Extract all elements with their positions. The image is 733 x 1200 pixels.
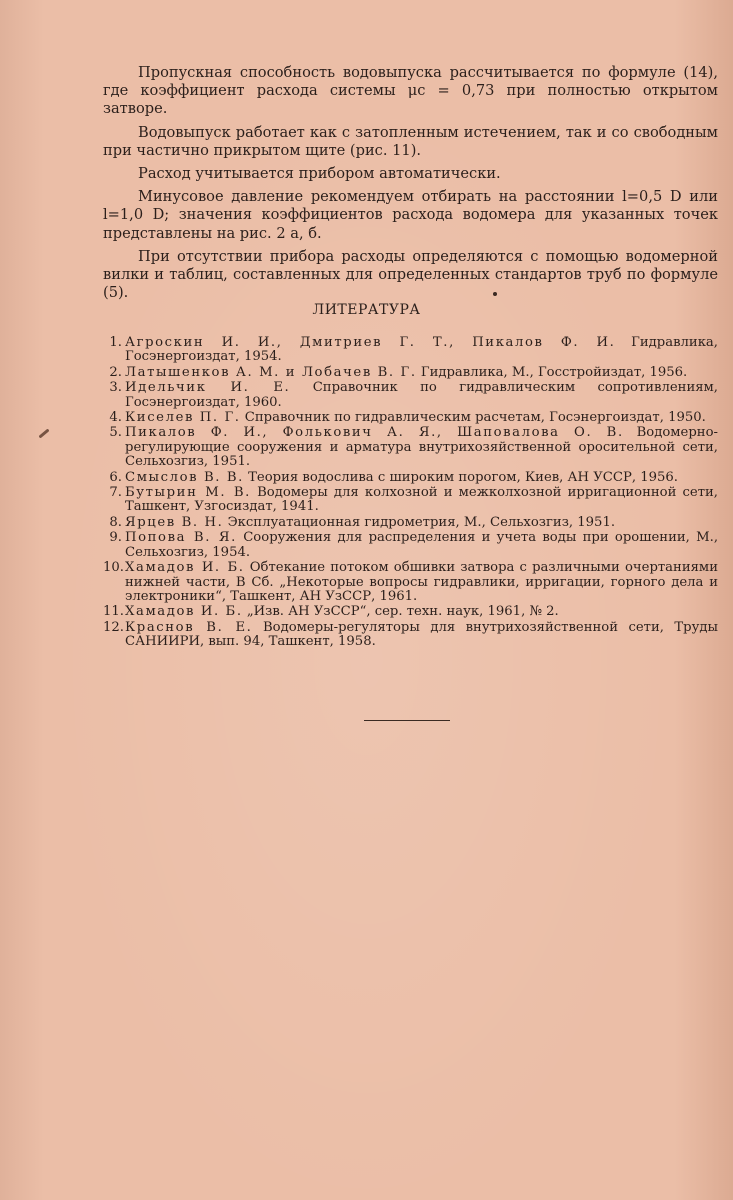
reference-number: 7. (109, 485, 122, 501)
reference-item (103, 486, 718, 515)
reference-author: Киселев П. Г. (125, 410, 241, 426)
reference-item (103, 621, 718, 650)
reference-number: 4. (109, 410, 122, 426)
reference-item (103, 381, 718, 410)
paragraph: Минусовое давление рекомендуем отбирать на расстоянии l=0,5 D или l=1,0 D; значения коэффициентов расхода водомера для указанных точек представлены на рис. 2 а, б. (103, 188, 718, 242)
reference-text: Справочник по гидравлическим расчетам, Госэнергоиздат, 1950. (244, 410, 706, 426)
reference-author: Хамадов И. Б. (125, 560, 245, 576)
reference-number: 10. (103, 560, 124, 576)
reference-text: Гидравлика, М., Госстройиздат, 1956. (420, 364, 688, 380)
reference-item (103, 471, 718, 485)
reference-item (103, 561, 718, 604)
reference-author: Краснов В. Е. (125, 619, 253, 635)
ink-dot (493, 292, 497, 296)
reference-text: Справочник по гидравлическим сопротивлениям, Госэнергоиздат, 1960. (125, 380, 719, 410)
reference-item (103, 411, 718, 425)
reference-author: Бутырин М. В. (125, 485, 251, 501)
references-heading: ЛИТЕРАТУРА (312, 302, 421, 318)
reference-author: Ярцев В. Н. (125, 514, 224, 530)
reference-text: Водомерно-регулирующие сооружения и арматура внутрихозяйственной оросительной сети, Сельхозгиз, 1951. (125, 425, 718, 470)
paragraph: Водовыпуск работает как с затопленным истечением, так и со свободным при частично прикрытом щите (рис. 11). (103, 123, 718, 159)
margin-mark (38, 428, 49, 438)
reference-item (103, 605, 718, 619)
reference-item (103, 531, 718, 560)
paragraph: Расход учитывается прибором автоматически. (138, 165, 501, 183)
reference-number: 5. (109, 425, 122, 441)
reference-number: 1. (109, 335, 122, 350)
reference-author: Латышенков А. М. и Лобачев В. Г. (125, 364, 417, 380)
reference-number: 11. (103, 604, 124, 620)
reference-author: Агроскин И. И., Дмитриев Г. Т., Пикалов Ф. И. (125, 335, 616, 350)
reference-author: Идельчик И. Е. (125, 380, 291, 396)
paragraph: Пропускная способность водовыпуска рассчитывается по формуле (14), где коэффициент расхода системы μс = 0,73 при полностью открытом затворе. (103, 64, 718, 118)
reference-number: 6. (109, 469, 122, 485)
reference-number: 9. (109, 530, 122, 546)
reference-author: Смыслов В. В. (125, 469, 244, 485)
reference-text: „Изв. АН УзССР“, сер. техн. наук, 1961, № 2. (246, 604, 559, 620)
reference-text: Гидравлика, Госэнергоиздат, 1954. (125, 335, 718, 365)
reference-text: Водомеры-регуляторы для внутрихозяйственной сети, Труды САНИИРИ, вып. 94, Ташкент, 1958. (125, 619, 718, 650)
reference-text: Сооружения для распределения и учета воды при орошении, М., Сельхозгиз, 1954. (125, 530, 719, 560)
reference-author: Хамадов И. Б. (125, 604, 243, 620)
end-rule (364, 720, 450, 721)
reference-item (103, 516, 718, 530)
reference-item (103, 366, 718, 380)
paragraph: При отсутствии прибора расходы определяются с помощью водомерной вилки и таблиц, составленных для определенных стандартов труб по формуле (5). (103, 247, 718, 302)
reference-number: 2. (109, 364, 122, 380)
reference-author: Пикалов Ф. И., Фолькович А. Я., Шаповалова О. В. (125, 425, 624, 441)
reference-item (103, 426, 718, 469)
reference-author: Попова В. Я. (125, 530, 237, 546)
reference-text: Эксплуатационная гидрометрия, М., Сельхозгиз, 1951. (227, 514, 616, 530)
references-list (103, 336, 718, 651)
body-text (103, 64, 718, 302)
reference-number: 12. (103, 619, 124, 635)
reference-text: Обтекание потоком обшивки затвора с различными очертаниями нижней части, В Сб. „Некоторые вопросы гидравлики, ирригации, горного дела и электроники“, Ташкент, АН УзССР, 1961. (125, 560, 718, 604)
reference-item (103, 336, 718, 365)
reference-text: Теория водослива с широким порогом, Киев, АН УССР, 1956. (248, 469, 678, 485)
reference-number: 8. (109, 514, 122, 530)
reference-number: 3. (109, 380, 122, 396)
reference-text: Водомеры для колхозной и межколхозной ирригационной сети, Ташкент, Узгосиздат, 1941. (125, 485, 718, 515)
